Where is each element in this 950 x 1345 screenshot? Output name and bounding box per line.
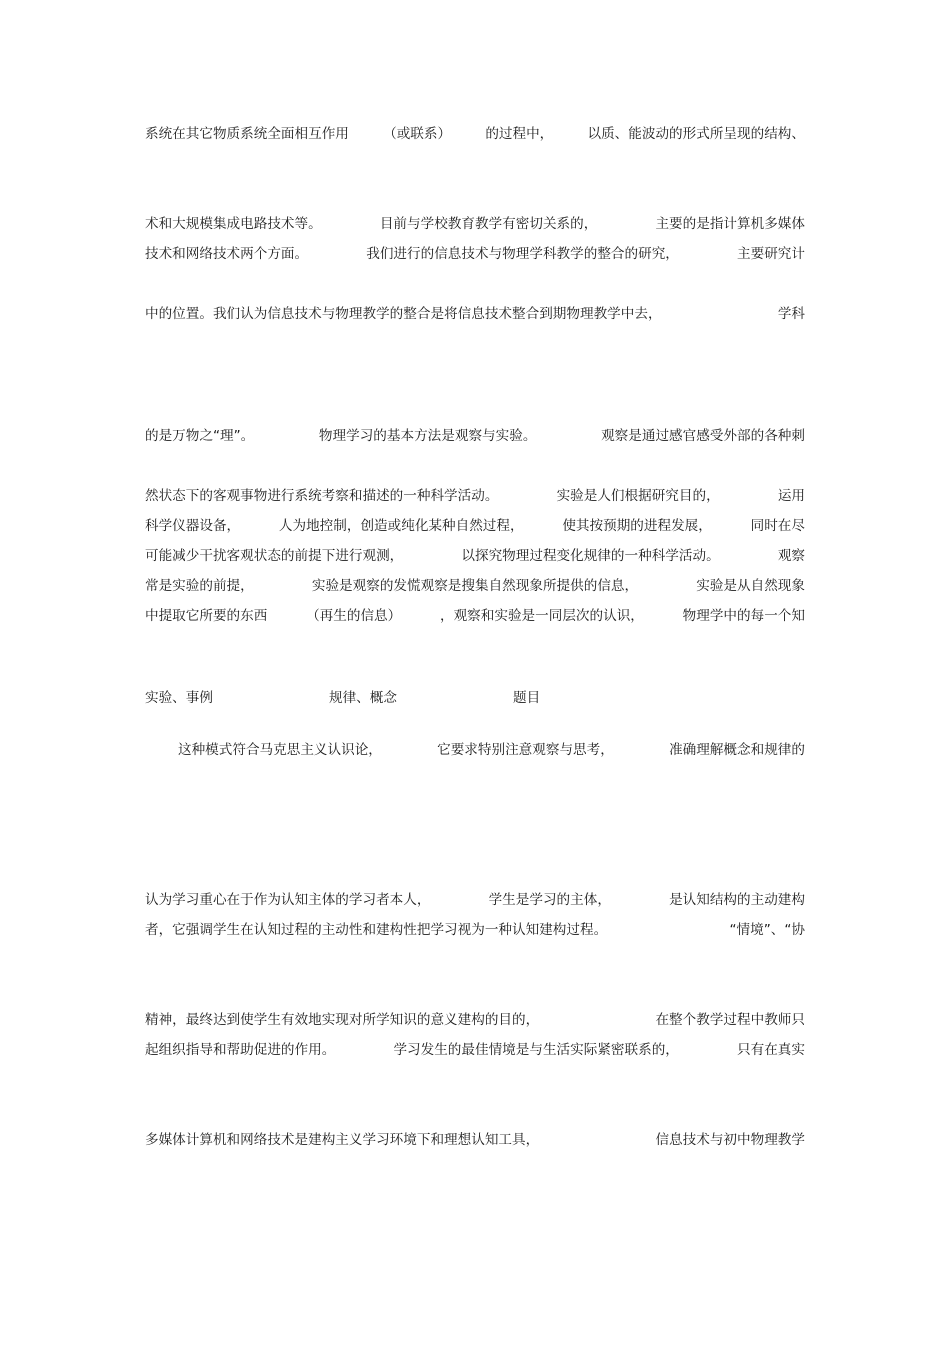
text-line: 常是实验的前提， 实验是观察的发慌观察是搜集自然现象所提供的信息， 实验是从自然现象 <box>145 578 805 594</box>
text-line: 技术和网络技术两个方面。 我们进行的信息技术与物理学科教学的整合的研究， 主要研究计 <box>145 246 805 262</box>
flow-step-experiment: 实验、事例 <box>145 690 213 706</box>
text-line <box>145 274 805 294</box>
text-line: 多媒体计算机和网络技术是建构主义学习环境下和理想认知工具， 信息技术与初中物理教学 <box>145 1132 805 1148</box>
text-line <box>145 770 805 790</box>
text-line <box>145 1100 805 1120</box>
text-line: 然状态下的客观事物进行系统考察和描述的一种科学活动。 实验是人们根据研究目的， 运用 <box>145 488 805 504</box>
paragraph-first-line <box>178 1192 805 1212</box>
text-line <box>145 830 805 850</box>
text-line <box>145 800 805 820</box>
text-line: 术和大规模集成电路技术等。 目前与学校教育教学有密切关系的， 主要的是指计算机多媒体 <box>145 216 805 232</box>
text-line: 可能减少干扰客观状态的前提下进行观测， 以探究物理过程变化规律的一种科学活动。 观察 <box>145 548 805 564</box>
flow-step-law: 规律、概念 <box>329 690 397 706</box>
paragraph-first-line <box>178 396 805 416</box>
paragraph-first-line: 这种模式符合马克思主义认识论， 它要求特别注意观察与思考， 准确理解概念和规律的 <box>178 742 805 758</box>
text-line: 起组织指导和帮助促进的作用。 学习发生的最佳情境是与生活实际紧密联系的， 只有在真实 <box>145 1042 805 1058</box>
text-line <box>145 334 805 354</box>
text-line <box>145 1160 805 1180</box>
paragraph-first-line <box>178 860 805 880</box>
text-line: 精神，最终达到使学生有效地实现对所学知识的意义建构的目的， 在整个教学过程中教师只 <box>145 1012 805 1028</box>
text-line <box>145 456 805 476</box>
text-line <box>145 153 805 173</box>
text-line <box>145 636 805 656</box>
text-line: 中的位置。我们认为信息技术与物理教学的整合是将信息技术整合到期物理教学中去， 学科 <box>145 306 805 322</box>
text-line: 系统在其它物质系统全面相互作用 （或联系） 的过程中， 以质、能波动的形式所呈现的结构、 <box>145 126 805 142</box>
text-line: 认为学习重心在于作为认知主体的学习者本人， 学生是学习的主体， 是认知结构的主动建构 <box>145 892 805 908</box>
text-line <box>145 980 805 1000</box>
text-line <box>145 950 805 970</box>
text-line: 科学仪器设备， 人为地控制，创造或纯化某种自然过程， 使其按预期的进程发展， 同时在尽 <box>145 518 805 534</box>
flow-diagram <box>145 688 805 708</box>
text-line: 者，它强调学生在认知过程的主动性和建构性把学习视为一种认知建构过程。 “情境”、“协 <box>145 922 805 938</box>
text-line <box>145 1070 805 1090</box>
text-line <box>145 364 805 384</box>
text-line: 的是万物之“理”。 物理学习的基本方法是观察与实验。 观察是通过感官感受外部的各种刺 <box>145 428 805 444</box>
flow-step-problem: 题目 <box>513 690 541 706</box>
text-line: 中提取它所要的东西 （再生的信息） ，观察和实验是一同层次的认识， 物理学中的每一个知 <box>145 608 805 624</box>
paragraph-first-line <box>178 184 805 204</box>
